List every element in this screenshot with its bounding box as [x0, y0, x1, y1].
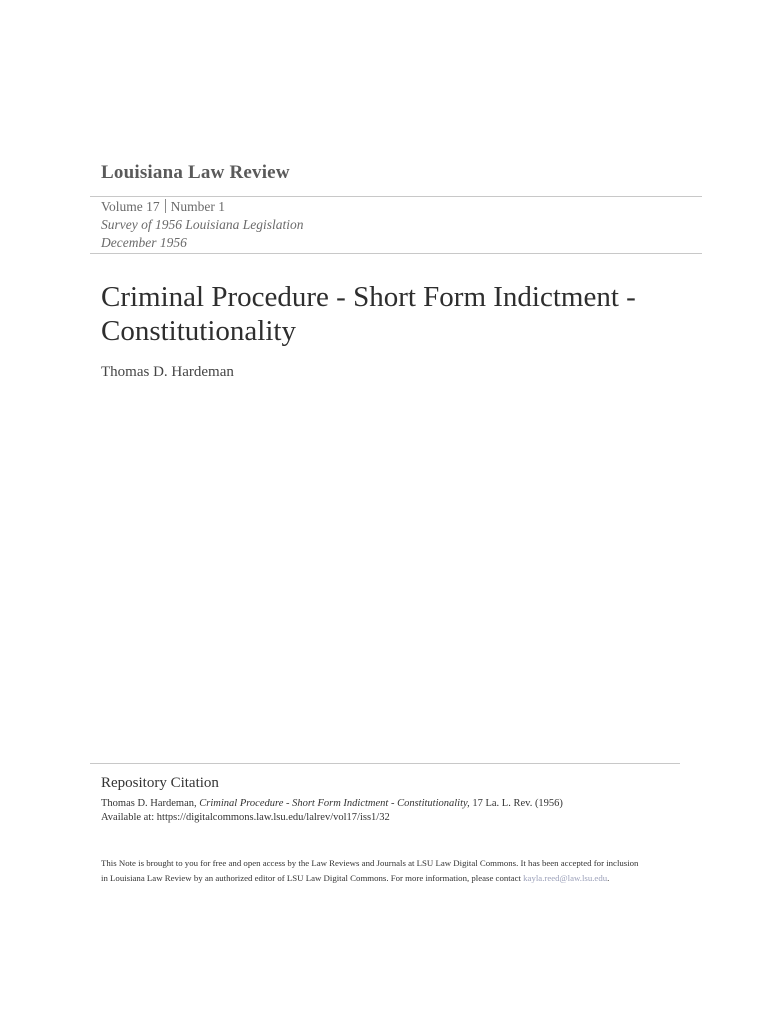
- note-line-2: [101, 871, 721, 886]
- citation-title: Criminal Procedure - Short Form Indictment - Constitutionality,: [199, 798, 470, 809]
- citation-author: Thomas D. Hardeman,: [101, 798, 197, 809]
- available-at-link[interactable]: Available at: https://digitalcommons.law.lsu.edu/lalrev/vol17/iss1/32: [101, 812, 390, 823]
- access-note: [101, 856, 721, 886]
- citation-source: 17 La. L. Rev. (1956): [472, 798, 563, 809]
- journal-title[interactable]: Louisiana Law Review: [101, 162, 290, 183]
- repository-citation-heading: Repository Citation: [101, 775, 219, 791]
- volume-number-line: [101, 199, 225, 215]
- header-rule-top: [90, 196, 702, 197]
- header-rule-bottom: [90, 253, 702, 254]
- contact-email-link[interactable]: kayla.reed@law.lsu.edu: [523, 873, 608, 883]
- note-line-2-suffix: .: [607, 873, 610, 883]
- article-title[interactable]: [101, 280, 721, 348]
- repository-rule: [90, 763, 680, 764]
- citation-line: [101, 797, 701, 811]
- article-title-line-2: Constitutionality: [101, 315, 296, 347]
- number-link[interactable]: Number 1: [170, 199, 226, 214]
- volume-separator: [165, 199, 166, 213]
- volume-link[interactable]: Volume 17: [101, 199, 160, 214]
- note-line-1: This Note is brought to you for free and open access by the Law Reviews and Journals at LSU Law Digital Commons. It has been accepted for inclusion: [101, 858, 639, 868]
- issue-title: Survey of 1956 Louisiana Legislation: [101, 217, 304, 232]
- citation-block: [101, 797, 701, 825]
- author-name[interactable]: Thomas D. Hardeman: [101, 364, 234, 380]
- issue-date: December 1956: [101, 235, 187, 250]
- article-title-line-1: Criminal Procedure - Short Form Indictment -: [101, 281, 636, 313]
- note-line-2-prefix: in Louisiana Law Review by an authorized editor of LSU Law Digital Commons. For more information, please contact: [101, 873, 521, 883]
